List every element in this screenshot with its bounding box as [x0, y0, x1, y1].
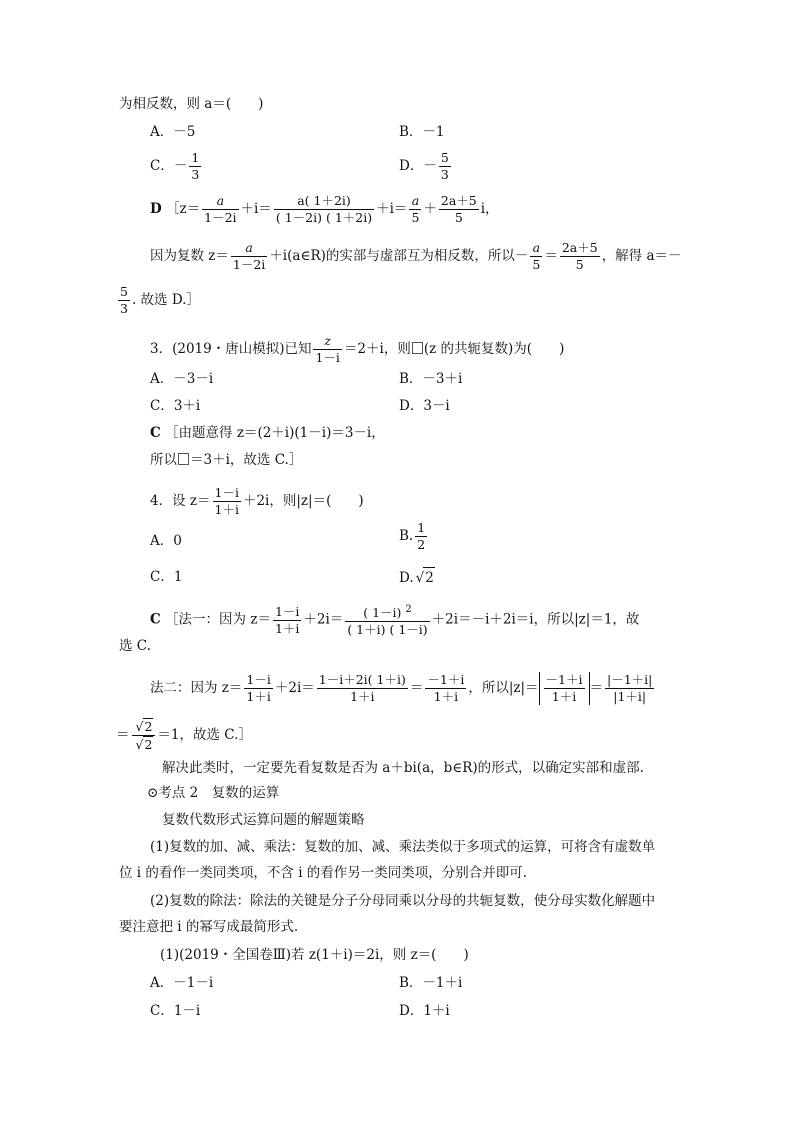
conjugate-z-placeholder [412, 342, 423, 354]
option-c [150, 150, 203, 183]
option-a: A．0 [150, 533, 182, 549]
option-a: A．－5 [150, 124, 196, 140]
option-b: B．－3＋i [399, 371, 463, 387]
solution-line: 选 C. [119, 638, 151, 654]
denominator: 2 [417, 537, 426, 552]
fraction [415, 520, 427, 553]
denominator: 1＋i [551, 689, 577, 704]
text: 法二：因为 z＝ [150, 680, 243, 696]
denominator: 1－2i [232, 257, 266, 272]
fraction [189, 150, 201, 183]
text: ＋i(a∈R)的实部与虚部互为相反数，所以－ [269, 248, 529, 264]
text: ［法一：因为 z＝ [165, 611, 271, 628]
strategy-title: 复数代数形式运算问题的解题策略 [162, 812, 365, 828]
paragraph-line: (1)复数的加、减、乘法：复数的加、减、乘法类似于多项式的运算，可将含有虚数单 [150, 839, 656, 855]
text: ＋i＝ [240, 201, 272, 217]
solution-line [116, 718, 252, 753]
denominator: |1＋i| [613, 689, 647, 704]
paragraph-line: (2)复数的除法：除法的关键是分子分母同乘以分母的共轭复数，使分母实数化解题中 [150, 893, 656, 909]
text: ＋ [423, 201, 437, 217]
text: . 故选 D.］ [131, 292, 200, 308]
denominator: 3 [440, 167, 449, 182]
text: ＝ [409, 680, 424, 696]
solution-line [150, 240, 682, 273]
numerator: 1 [417, 520, 426, 535]
sqrt: √ 2 [143, 736, 154, 753]
fraction [345, 602, 429, 638]
numerator: 2a＋5 [440, 193, 477, 208]
denominator: 1－i [315, 350, 340, 365]
text: 4．设 z＝ [150, 493, 211, 509]
denominator: 1＋i [246, 689, 271, 704]
numerator: －1＋i [545, 672, 583, 687]
denominator: 5 [532, 257, 541, 272]
denominator: 5 [411, 210, 420, 225]
fraction [409, 193, 421, 226]
fraction [439, 193, 479, 226]
numerator: a [409, 193, 421, 210]
fraction [544, 672, 585, 705]
denominator: 3 [191, 167, 200, 182]
fraction [313, 333, 341, 366]
denominator [132, 736, 156, 753]
option-c: C．1 [150, 569, 183, 585]
absolute-value [539, 672, 590, 705]
paragraph-line: 要注意把 i 的幂写成最简形式. [119, 919, 299, 935]
denominator: 1＋i [274, 620, 300, 636]
text: ，解得 a＝－ [601, 248, 682, 264]
fraction [317, 672, 408, 705]
fraction [132, 718, 156, 753]
option-d-label: D．－ [399, 158, 437, 174]
fraction [244, 672, 272, 705]
fraction [425, 672, 466, 705]
solution-line [150, 450, 302, 470]
text: ［由题意得 z＝(2＋i)(1－i)＝3－i， [165, 425, 385, 441]
answer-letter: C [150, 611, 161, 628]
option-c: C．1－i [150, 1003, 201, 1019]
fraction [273, 604, 301, 637]
fraction [231, 240, 267, 273]
numerator: a [231, 240, 267, 257]
numerator [345, 602, 429, 622]
text: 3．(2019・唐山模拟)已知 [150, 341, 312, 357]
option-d [399, 567, 435, 588]
exponent: 2 [405, 604, 412, 615]
fraction [560, 240, 600, 273]
text: ＋i＝ [376, 201, 408, 217]
text: ＋2i＝ [303, 611, 344, 628]
denominator: 1＋i [433, 689, 459, 704]
numerator: 1－i [246, 672, 271, 687]
option-c-label: C．－ [150, 158, 188, 174]
numerator: 1－i [274, 603, 300, 619]
sqrt: √ 2 [423, 567, 435, 588]
text: ＝1，故选 C.］ [157, 727, 252, 743]
option-c: C．3＋i [150, 398, 201, 414]
text: 所以 [150, 452, 177, 468]
option-b: B．－1＋i [399, 975, 463, 991]
denominator: 1＋i [350, 689, 375, 704]
denominator: 1＋i [214, 502, 239, 517]
fraction [605, 672, 654, 705]
numerator: a [202, 193, 238, 210]
denominator: 3 [120, 301, 128, 316]
text: ［z＝ [166, 201, 201, 217]
denominator: ( 1－2i) ( 1＋2i) [275, 210, 373, 225]
denominator: 5 [575, 257, 584, 272]
fraction [118, 284, 130, 317]
text: ，所以|z|＝ [468, 680, 539, 696]
text: ＋2i，则|z|＝( ) [242, 493, 364, 509]
solution-line [116, 284, 200, 317]
text: 因为复数 z＝ [150, 248, 229, 264]
text: ＝ [589, 680, 603, 696]
answer-letter: D [150, 201, 162, 217]
option-b: B．－1 [399, 124, 445, 140]
numerator: z [313, 333, 341, 350]
option-a: A．－3－i [150, 371, 214, 387]
conjugate-z-placeholder [178, 453, 189, 465]
option-d [399, 150, 453, 183]
numerator: 5 [440, 150, 449, 165]
text: ＝3＋i，故选 C.］ [190, 452, 303, 468]
numerator: －1＋i [427, 672, 465, 687]
text: (z 的共轭复数)为( ) [423, 341, 565, 357]
option-d-label: D. [399, 570, 414, 586]
numerator: 5 [120, 284, 128, 299]
solution-line [150, 423, 385, 443]
denominator: 5 [454, 210, 463, 225]
fraction [202, 193, 238, 226]
text: ＋2i＝ [274, 680, 315, 696]
option-b-label: B. [399, 528, 414, 544]
numerator: 1－i＋2i( 1＋i) [318, 672, 406, 687]
note-text: 解决此类时，一定要先看复数是否为 a＋bi(a，b∈R)的形式，以确定实部和虚部. [162, 760, 644, 776]
option-a: A．－1－i [150, 975, 214, 991]
text: ＝2＋i，则 [343, 341, 411, 357]
numerator: a( 1＋2i) [274, 193, 374, 210]
fraction [274, 193, 374, 226]
answer-letter: C [150, 425, 161, 441]
option-d: D．3－i [399, 398, 450, 414]
numerator [132, 718, 156, 736]
fraction [530, 240, 542, 273]
text: ＝ [544, 248, 558, 264]
numerator: 1 [191, 150, 200, 165]
sqrt: √ 2 [143, 718, 154, 735]
option-b [399, 520, 429, 553]
question-stem [150, 333, 564, 366]
numerator: a [530, 240, 542, 257]
question-stem: (1)(2019・全国卷Ⅲ)若 z(1＋i)＝2i，则 z＝( ) [160, 947, 469, 963]
denominator: 1－2i [204, 210, 237, 225]
numerator: 2a＋5 [561, 240, 598, 255]
numerator: 1－i [214, 485, 239, 500]
text-line: 为相反数，则 a＝( ) [119, 96, 264, 112]
fraction [439, 150, 451, 183]
solution-line [150, 602, 639, 638]
solution-line [150, 672, 656, 705]
denominator: ( 1＋i) ( 1－i) [347, 622, 428, 638]
section-heading: ⊙考点 2 复数的运算 [147, 785, 280, 801]
option-d: D．1＋i [399, 1003, 450, 1019]
numerator: |－1＋i| [607, 672, 653, 687]
text: ＋2i＝－i＋2i＝i，所以|z|＝1，故 [431, 611, 640, 628]
paragraph-line: 位 i 的看作一类同类项，不含 i 的看作另一类同类项，分别合并即可. [119, 865, 528, 881]
solution-line [150, 193, 499, 226]
question-stem [150, 485, 364, 518]
numerator-text: ( 1－i) [363, 605, 406, 621]
text: ＝ [116, 727, 130, 743]
text: i， [480, 201, 499, 217]
fraction [213, 485, 241, 518]
